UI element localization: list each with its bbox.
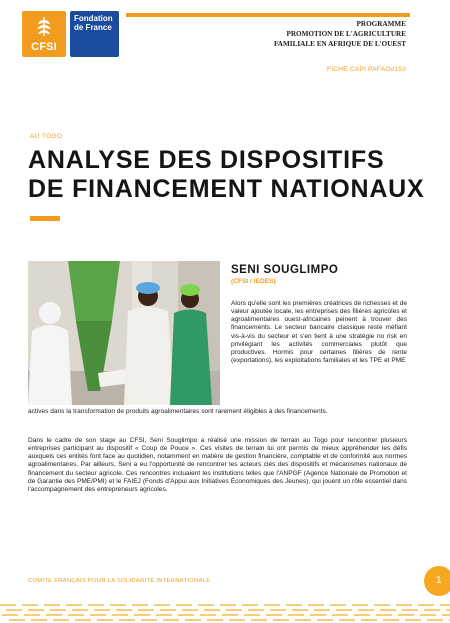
author-affiliation: (CFSI / IEDES) xyxy=(231,278,276,285)
header-accent-bar xyxy=(126,13,410,17)
cfsi-logo-text: CFSI xyxy=(31,41,57,53)
page-number: 1 xyxy=(424,566,450,596)
programme-name-line2: FAMILIALE EN AFRIQUE DE L'OUEST xyxy=(273,40,406,48)
cfsi-logo xyxy=(22,11,66,57)
author-name: SENI SOUGLIMPO xyxy=(231,264,339,276)
title-accent-bar xyxy=(30,216,60,221)
intro-paragraph-column: Alors qu'elle sont les premières créatrices de richesses et de valeur ajoutée locale, les entreprises des filières agricoles et agroalimentaires ouest-africaines peinent à trouver des financements. Le secteur bancaire classique reste méfiant vis-à-vis du secteur et s'en tient à une stratégie no risk en privilégiant les activités commerciales plutôt que productives. Hormis pour certaines filières de rente (exportations), les exploitations familiales et les TPE et PME xyxy=(231,300,407,365)
programme-header xyxy=(274,19,406,49)
footer-organization: COMITÉ FRANÇAIS POUR LA SOLIDARITÉ INTERNATIONALE xyxy=(28,578,211,584)
fondation-de-france-logo xyxy=(70,11,119,57)
programme-label: PROGRAMME xyxy=(356,20,406,28)
fiche-reference: FICHE CAPI PAFAO#153 xyxy=(327,66,406,73)
article-location: AU TOGO xyxy=(30,133,63,140)
article-photo xyxy=(28,261,220,405)
fondation-logo-line1: Fondation xyxy=(74,14,113,23)
body-paragraph: Dans le cadre de son stage au CFSI, Seni Souglimpo a réalisé une mission de terrain au Togo pour rencontrer plusieurs entreprises participant au dispositif « Coup de Pouce ». Ces visites de terrain lui ont permis de mieux appréhender les défis auxquels ces entités font face au quotidien, notamment en matière de gestion financière, comptable et de conformité aux normes agroalimentaires. Par ailleurs, Seni a eu l'opportunité de rencontrer les acteurs clés des dispositifs et mécanismes nationaux de financement du secteur agricole. Ces rencontres incluaient les institutions telles que l'ANPGF (Agence Nationale de Promotion et de Garantie des PME/PMI) et le FAIEJ (Fonds d'Appui aux Initiatives Économiques des Jeunes), qui jouent un rôle essentiel dans l'accompagnement des entrepreneurs agricoles. xyxy=(28,437,407,493)
fondation-logo-line2: de France xyxy=(74,23,112,32)
wheat-icon xyxy=(32,15,56,37)
programme-name-line1: PROMOTION DE L'AGRICULTURE xyxy=(286,30,406,38)
article-title: ANALYSE DES DISPOSITIFS DE FINANCEMENT NATIONAUX xyxy=(28,146,425,203)
intro-paragraph-continuation: actives dans la transformation de produits agroalimentaires sont rarement éligibles à des financements. xyxy=(28,408,328,415)
footer-stripes xyxy=(0,600,450,623)
